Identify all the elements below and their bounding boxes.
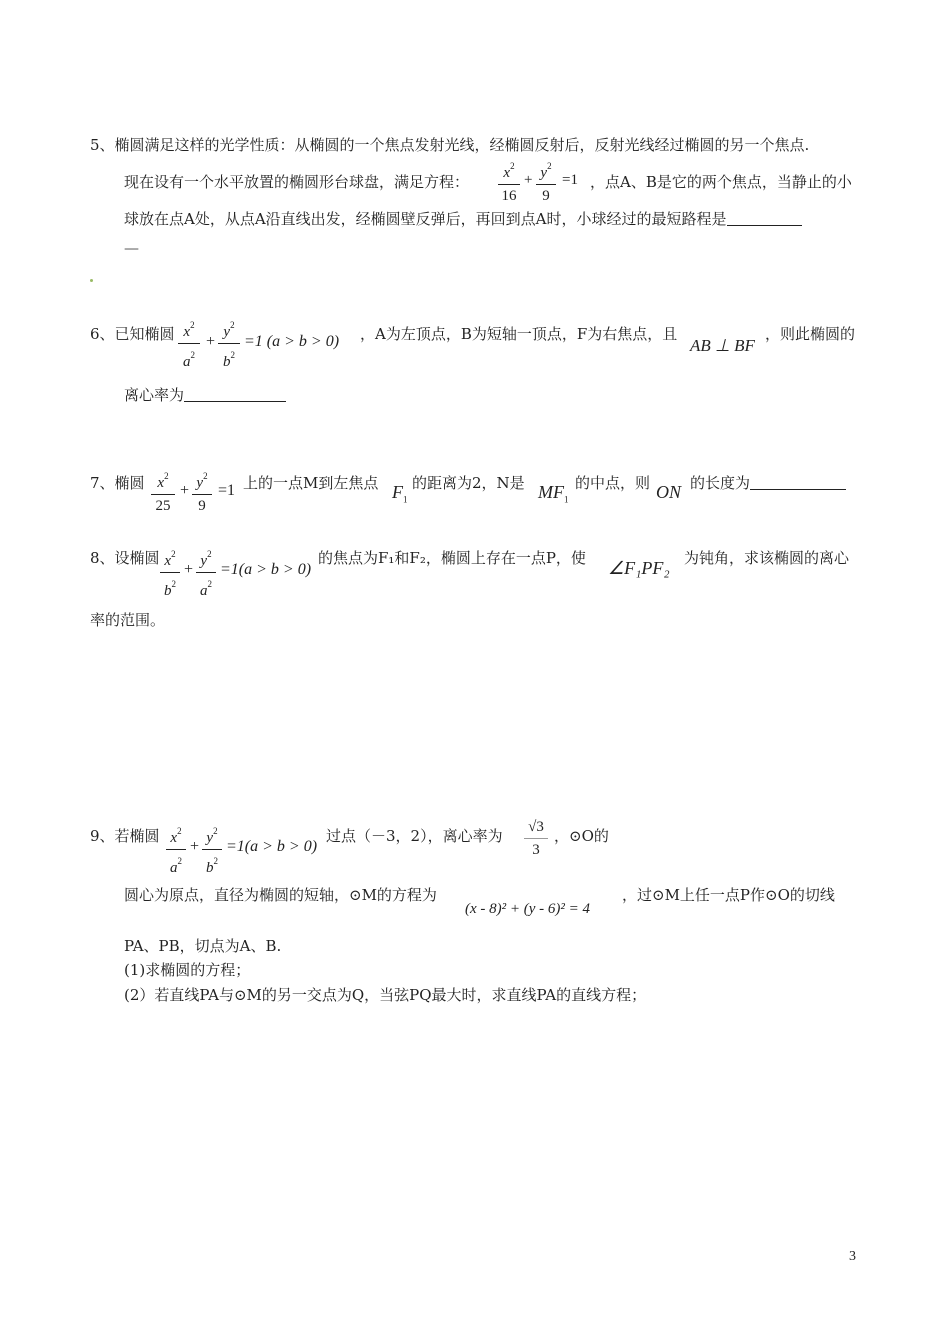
q7-text-a: 上的一点M到左焦点 [243,474,379,492]
q6-line2: 离心率为 [124,385,286,405]
q6-frac-x: $x^2$ $a^2$ [178,316,200,371]
q9-frac-x: $x^2$ $a^2$ [166,822,186,877]
q9-text-b: ，⊙O的 [554,827,609,845]
q8-angle: ∠F₁PF₂ [608,558,670,578]
q6-text-b: ，则此椭圆的 [765,325,856,343]
q9-text-a: 过点（－3，2），离心率为 [326,827,503,845]
q9-line2b: ，过⊙M上任一点P作⊙O的切线 [622,886,835,904]
q7-text-c: 的中点，则 [575,474,651,492]
q8-plus: + [184,561,194,578]
q6-answer-blank [184,401,286,402]
q9-line3: PA、PB，切点为A、B. [124,937,282,955]
q7-answer-blank [750,489,846,490]
q7-text-d: 的长度为 [690,473,846,493]
page-number: 3 [849,1249,856,1264]
q9-line2a: 圆心为原点，直径为椭圆的短轴，⊙M的方程为 [124,886,437,904]
q9-plus: + [190,838,200,855]
q5-rhs: =1 [562,172,578,188]
q6-text-a: ，A为左顶点，B为短轴一顶点，F为右焦点，且 [360,325,678,343]
q5-line1: 5、椭圆满足这样的光学性质：从椭圆的一个焦点发射光线，经椭圆反射后，反射光线经过椭圆的另一个焦点. [90,136,810,154]
marker-dot [90,279,93,282]
q6-condition: =1 (a > b > 0) [244,333,340,350]
q5-answer-blank [727,225,802,226]
q7-label: 7、椭圆 [90,474,145,492]
q9-frac-y: $y^2$ $b^2$ [202,822,222,877]
q5-frac2: $y^2$ 9 [536,157,556,205]
q7-f1: $F_1$ [392,482,408,505]
q8-line2: 率的范围。 [90,611,166,629]
q5-frac1: $x^2$ 16 [498,157,520,205]
q5-plus: + [524,172,533,188]
q7-on: ON [656,482,682,502]
q5-line3: 球放在点A处，从点A沿直线出发，经椭圆壁反弹后，再回到点A时，小球经过的最短路程是 [124,209,802,229]
q9-label: 9、若椭圆 [90,827,160,845]
q9-part1: (1)求椭圆的方程； [124,961,251,979]
q6-frac-y: $y^2$ $b^2$ [218,316,240,371]
q9-part2: (2）若直线PA与⊙M的另一交点为Q，当弦PQ最大时，求直线PA的直线方程； [124,986,647,1004]
q7-mf1: $MF_1$ [538,482,569,505]
q8-label: 8、设椭圆 [90,549,160,567]
q8-text-b: 为钝角，求该椭圆的离心 [684,549,850,567]
q8-text-a: 的焦点为F₁和F₂，椭圆上存在一点P，使 [318,549,586,567]
q9-condition: =1(a > b > 0) [226,838,318,855]
q6-perp: AB ⊥ BF [690,336,755,355]
q7-text-b: 的距离为2，N是 [412,474,525,492]
q7-frac-y: $y^2$ 9 [192,467,212,515]
q9-eccentricity: √3 3 [524,818,548,859]
q7-frac-x: $x^2$ 25 [151,467,175,515]
q5-line2a: 现在设有一个水平放置的椭圆形台球盘，满足方程： [124,173,470,191]
q8-frac-y: $y^2$ $a^2$ [196,545,216,600]
q7-rhs: =1 [218,482,236,499]
q5-line4: — [124,239,139,257]
q6-plus: + [206,333,216,350]
q7-plus: + [180,482,190,499]
q9-circle-eq: (x - 8)² + (y - 6)² = 4 [465,901,591,917]
q8-condition: =1(a > b > 0) [220,561,312,578]
q6-label: 6、已知椭圆 [90,325,175,343]
q5-line2b: ，点A、B是它的两个焦点，当静止的小 [590,173,852,191]
q8-frac-x: $x^2$ $b^2$ [160,545,180,600]
